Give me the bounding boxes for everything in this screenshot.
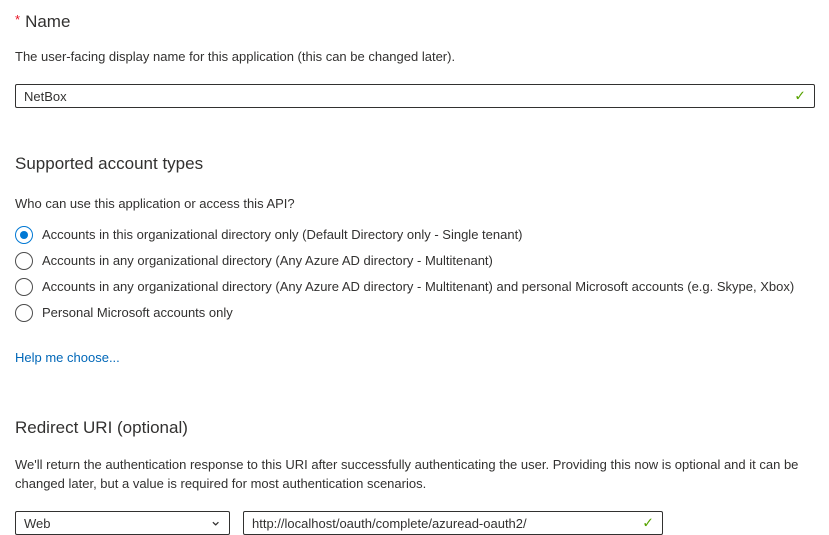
account-types-heading: Supported account types	[15, 154, 204, 173]
name-description: The user-facing display name for this application (this can be changed later).	[15, 49, 456, 64]
radio-option-multitenant[interactable]	[15, 248, 815, 274]
redirect-uri-description: We'll return the authentication response to this URI after successfully authenticating the user. Providing this now is optional and it can be changed later, but a value is required for most authentication scenarios.	[15, 457, 799, 491]
name-heading-label: Name	[25, 12, 71, 31]
radio-button-icon[interactable]	[15, 278, 33, 296]
chevron-down-icon: ⌄	[209, 512, 222, 530]
help-me-choose-link[interactable]: Help me choose...	[15, 350, 120, 365]
radio-option-label: Accounts in this organizational directory only (Default Directory only - Single tenant)	[42, 227, 523, 242]
radio-option-personal-only[interactable]	[15, 300, 815, 326]
redirect-uri-controls	[15, 511, 815, 535]
radio-button-icon[interactable]	[15, 252, 33, 270]
redirect-uri-input[interactable]	[244, 512, 662, 534]
radio-option-multitenant-personal[interactable]	[15, 274, 815, 300]
radio-option-label: Accounts in any organizational directory (Any Azure AD directory - Multitenant)	[42, 253, 493, 268]
radio-option-label: Accounts in any organizational directory (Any Azure AD directory - Multitenant) and personal Microsoft accounts (e.g. Skype, Xbox)	[42, 279, 795, 294]
valid-check-icon: ✓	[794, 87, 806, 104]
platform-select[interactable]	[15, 511, 230, 535]
platform-select-value: Web	[24, 515, 51, 531]
required-asterisk: *	[15, 12, 21, 27]
account-types-question: Who can use this application or access this API?	[15, 196, 295, 211]
valid-check-icon: ✓	[642, 514, 654, 531]
radio-option-label: Personal Microsoft accounts only	[42, 305, 233, 320]
account-type-radio-group	[15, 222, 815, 326]
redirect-uri-heading: Redirect URI (optional)	[15, 418, 188, 437]
radio-option-single-tenant[interactable]	[15, 222, 815, 248]
name-input[interactable]	[16, 85, 814, 107]
redirect-uri-input-wrapper	[243, 511, 663, 535]
name-heading	[15, 9, 815, 33]
radio-button-icon[interactable]	[15, 226, 33, 244]
radio-button-icon[interactable]	[15, 304, 33, 322]
name-input-wrapper	[15, 84, 815, 108]
